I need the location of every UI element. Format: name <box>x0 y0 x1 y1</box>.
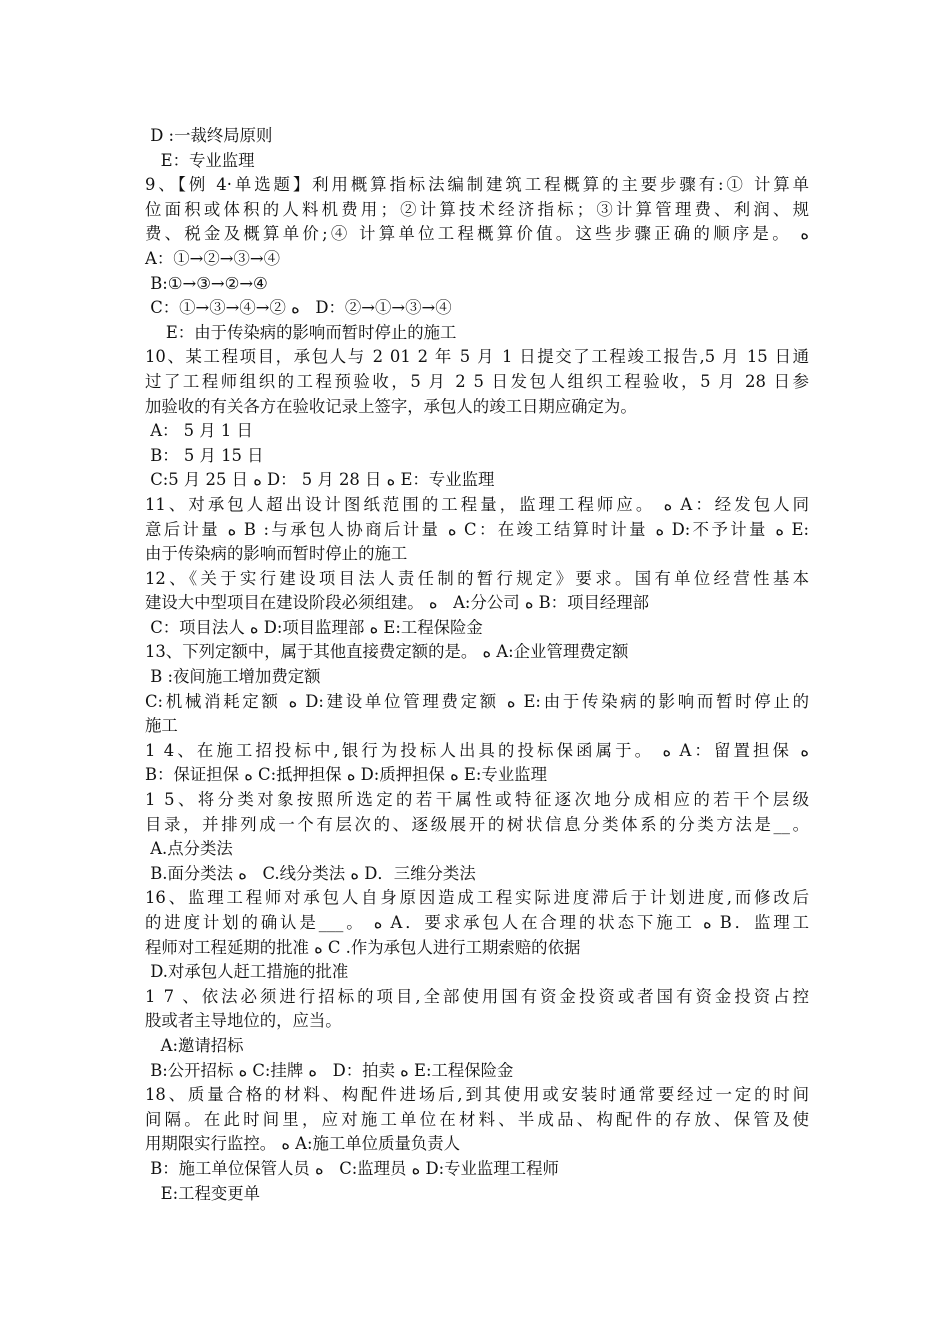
text-line: B :夜间施工增加费定额 <box>145 667 321 687</box>
text-line: 费、税金及概算单价;④ 计算单位工程概算价值。这些步骤正确的顺序是。 ﻩ <box>145 224 809 244</box>
text-line: 16、监理工程师对承包人自身原因造成工程实际进度滞后于计划进度,而修改后 <box>145 888 809 908</box>
text-line: C:机械消耗定额 ﻩ D:建设单位管理费定额 ﻩ E:由于传染病的影响而暂时停止的 <box>145 691 809 711</box>
text-line: 11、对承包人超出设计图纸范围的工程量，监理工程师应。 ﻩ A：经发包人同 <box>145 494 809 514</box>
text-line: A： 5 月 1 日 <box>145 421 253 441</box>
text-line: 建设大中型项目在建设阶段必须组建。 ﻩ A:分公司 ﻩ B：项目经理部 <box>145 593 650 613</box>
text-line: B：保证担保 ﻩ C:抵押担保 ﻩ D:质押担保 ﻩ E:专业监理 <box>145 765 547 785</box>
text-line: B.面分类法 ﻩ C.线分类法 ﻩ D．三维分类法 <box>145 863 476 883</box>
text-line: A：①→②→③→④ <box>145 248 280 268</box>
text-line: A:邀请招标 <box>145 1035 244 1055</box>
text-line: 由于传染病的影响而暂时停止的施工 <box>145 544 408 564</box>
text-line: C:5 月 25 日 ﻩ D： 5 月 28 日 ﻩ E：专业监理 <box>145 470 495 490</box>
text-line: B： 5 月 15 日 <box>145 445 264 465</box>
text-line: 股或者主导地位的，应当。 <box>145 1011 342 1031</box>
text-line: B:公开招标 ﻩ C:挂牌 ﻩ D：拍卖 ﻩ E:工程保险金 <box>145 1060 514 1080</box>
text-line: D.对承包人赶工措施的批准 <box>145 962 349 982</box>
text-line: 间隔。在此时间里，应对施工单位在材料、半成品、构配件的存放、保管及使 <box>145 1109 809 1129</box>
text-line: C：①→③→④→② ﻩ D：②→①→③→④ <box>145 298 452 318</box>
text-line: 位面积或体积的人料机费用；②计算技术经济指标；③计算管理费、利润、规 <box>145 199 809 219</box>
text-line: A.点分类法 <box>145 839 233 859</box>
text-line: E：专业监理 <box>145 150 255 170</box>
text-line: 意后计量 ﻩ B :与承包人协商后计量 ﻩ C：在竣工结算时计量 ﻩ D:不予计量 ﻩ E: <box>145 519 809 539</box>
text-line: 1 7 、依法必须进行招标的项目,全部使用国有资金投资或者国有资金投资占控 <box>145 986 809 1006</box>
text-line: 的进度计划的确认是___。 ﻩ A．要求承包人在合理的状态下施工 ﻩ B．监理工 <box>145 913 809 932</box>
text-line: 12、《关于实行建设项目法人责任制的暂行规定》要求。国有单位经营性基本 <box>145 568 809 588</box>
text-line: B:①→③→②→④ <box>145 273 268 293</box>
text-line: 1 5、将分类对象按照所选定的若干属性或特征逐次地分成相应的若干个层级 <box>145 790 809 810</box>
document-body <box>145 124 809 1206</box>
text-line: D :一裁终局原则 <box>145 126 273 145</box>
text-line: 10、某工程项目，承包人与 2 01 2 年 5 月 1 日提交了工程竣工报告,5 月 15 日通 <box>145 347 809 367</box>
text-line: 目录，并排列成一个有层次的、逐级展开的树状信息分类体系的分类方法是__。 <box>145 814 809 834</box>
text-line: 用期限实行监控。 ﻩ A:施工单位质量负责人 <box>145 1134 461 1154</box>
text-line: 13、下列定额中，属于其他直接费定额的是。 ﻩ A:企业管理费定额 <box>145 642 629 662</box>
text-line: 9、【例 4·单选题】利用概算指标法编制建筑工程概算的主要步骤有:① 计算单 <box>145 175 809 195</box>
text-line: 施工 <box>145 716 178 736</box>
text-line: 程师对工程延期的批准 ﻩ C .作为承包人进行工期索赔的依据 <box>145 937 581 957</box>
text-line: 加验收的有关各方在验收记录上签字，承包人的竣工日期应确定为。 <box>145 396 637 416</box>
text-line: 1 4、在施工招投标中,银行为投标人出具的投标保函属于。 ﻩ A：留置担保 ﻩ <box>145 740 809 760</box>
text-line: E：由于传染病的影响而暂时停止的施工 <box>145 322 457 342</box>
text-line: C：项目法人 ﻩ D:项目监理部 ﻩ E:工程保险金 <box>145 617 483 637</box>
text-line: 18、质量合格的材料、构配件进场后,到其使用或安装时通常要经过一定的时间 <box>145 1085 809 1105</box>
text-line: 过了工程师组织的工程预验收，5 月 2 5 日发包人组织工程验收，5 月 28 日参 <box>145 371 809 391</box>
text-line: B：施工单位保管人员 ﻩ C:监理员 ﻩ D:专业监理工程师 <box>145 1158 559 1178</box>
text-line: E:工程变更单 <box>145 1183 261 1203</box>
